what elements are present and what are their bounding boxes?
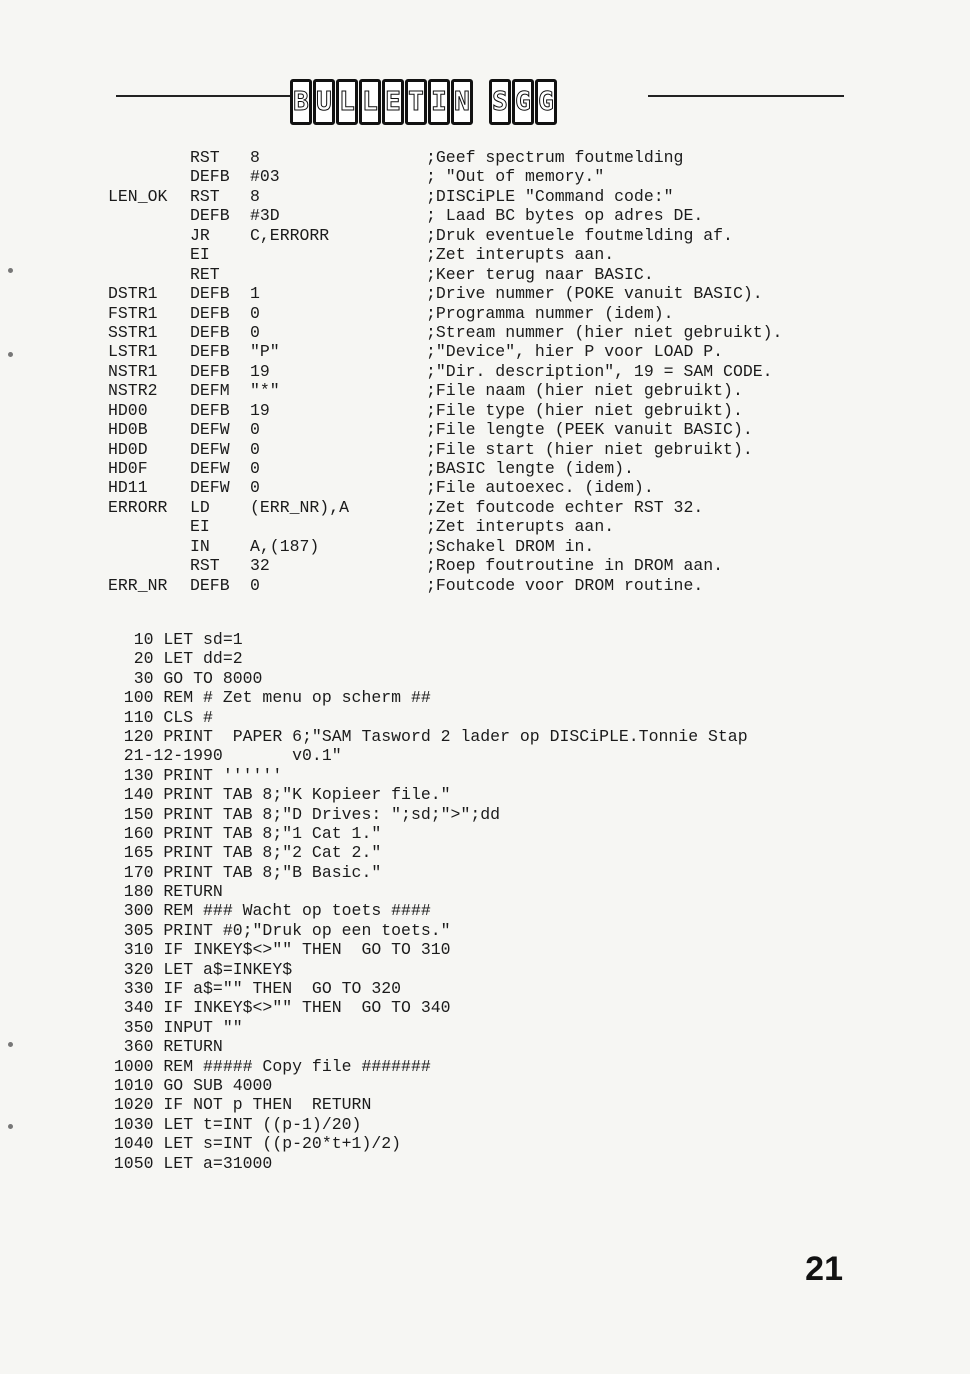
asm-comment: ;Geef spectrum foutmelding (426, 148, 684, 167)
asm-label: NSTR2 (108, 381, 158, 401)
asm-label: SSTR1 (108, 322, 158, 342)
assembly-line (108, 362, 782, 381)
basic-line: 170 PRINT TAB 8;"B Basic." (104, 862, 382, 882)
asm-op: JR (190, 225, 210, 245)
punch-hole (8, 1042, 13, 1047)
basic-line: 360 RETURN (104, 1037, 223, 1057)
asm-comment: ;File naam (hier niet gebruikt). (426, 381, 743, 401)
asm-op: EI (190, 245, 210, 265)
asm-comment: ;File lengte (PEEK vanuit BASIC). (426, 420, 753, 440)
asm-label: LSTR1 (108, 342, 158, 362)
asm-arg: 0 (250, 439, 260, 459)
asm-op: EI (190, 517, 210, 537)
asm-op: DEFB (190, 322, 230, 342)
asm-arg (250, 517, 426, 536)
basic-line: 160 PRINT TAB 8;"1 Cat 1." (104, 823, 382, 843)
asm-label (108, 556, 190, 575)
asm-op: DEFB (190, 575, 230, 595)
basic-line: 300 REM ### Wacht op toets #### (104, 901, 431, 921)
punch-hole (8, 352, 13, 357)
asm-comment: ;Drive nummer (POKE vanuit BASIC). (426, 284, 763, 304)
asm-comment: ;Keer terug naar BASIC. (426, 264, 654, 284)
assembly-line (108, 148, 782, 167)
asm-arg: #03 (250, 167, 280, 187)
assembly-line (108, 226, 782, 245)
basic-line: 340 IF INKEY$<>"" THEN GO TO 340 (104, 998, 451, 1018)
asm-label (108, 148, 190, 167)
asm-comment: ;File autoexec. (idem). (426, 478, 654, 498)
asm-comment: ;"Device", hier P voor LOAD P. (426, 342, 724, 362)
assembly-line (108, 381, 782, 400)
asm-arg: #3D (250, 206, 280, 226)
assembly-line (108, 420, 782, 439)
assembly-line (108, 459, 782, 478)
banner-letter: S (489, 79, 511, 125)
asm-arg: 0 (250, 420, 260, 440)
asm-op: RST (190, 148, 220, 167)
asm-comment: ;BASIC lengte (idem). (426, 459, 634, 478)
basic-line: 30 GO TO 8000 (104, 668, 263, 688)
asm-arg: C,ERRORR (250, 225, 330, 245)
asm-label (108, 245, 190, 264)
assembly-line (108, 576, 782, 595)
basic-line: 110 CLS # (104, 707, 213, 727)
asm-comment: ;DISCiPLE "Command code:" (426, 186, 674, 206)
basic-line: 140 PRINT TAB 8;"K Kopieer file." (104, 785, 451, 805)
asm-op: DEFB (190, 206, 230, 226)
asm-label (108, 537, 190, 556)
asm-comment: ;Zet foutcode echter RST 32. (426, 497, 704, 517)
basic-line: 310 IF INKEY$<>"" THEN GO TO 310 (104, 940, 451, 960)
banner-letter: T (405, 79, 427, 125)
asm-arg: 19 (250, 361, 270, 381)
assembly-line (108, 187, 782, 206)
assembly-line (108, 206, 782, 225)
basic-line: 350 INPUT "" (104, 1017, 243, 1037)
header-rule-left (116, 95, 290, 97)
asm-op: LD (190, 497, 210, 517)
asm-arg: 0 (250, 478, 260, 498)
assembly-line (108, 167, 782, 186)
asm-arg (250, 265, 426, 284)
asm-op: DEFB (190, 303, 230, 323)
asm-op: RST (190, 186, 220, 206)
asm-op: IN (190, 536, 210, 556)
asm-label: HD0B (108, 420, 148, 440)
asm-label (108, 167, 190, 186)
banner-letter: N (451, 79, 473, 125)
asm-label: FSTR1 (108, 303, 158, 323)
asm-comment: ;File start (hier niet gebruikt). (426, 439, 753, 459)
basic-line: 1050 LET a=31000 (104, 1153, 273, 1173)
basic-line: 1010 GO SUB 4000 (104, 1075, 273, 1095)
assembly-line (108, 401, 782, 420)
asm-label: LEN_OK (108, 186, 168, 206)
basic-line: 1030 LET t=INT ((p-1)/20) (104, 1114, 362, 1134)
asm-op: RST (190, 556, 220, 576)
basic-line: 180 RETURN (104, 882, 223, 902)
asm-arg: 8 (250, 186, 260, 206)
asm-op: DEFW (190, 439, 230, 459)
asm-op: DEFW (190, 459, 230, 478)
asm-comment: ; Laad BC bytes op adres DE. (426, 206, 704, 226)
asm-label: NSTR1 (108, 361, 158, 381)
asm-label: ERRORR (108, 497, 168, 517)
banner-letter: I (428, 79, 450, 125)
basic-line: 330 IF a$="" THEN GO TO 320 (104, 979, 402, 999)
asm-comment: ; "Out of memory." (426, 167, 605, 187)
asm-op: RET (190, 264, 220, 284)
asm-label: DSTR1 (108, 284, 158, 304)
basic-line: 1020 IF NOT p THEN RETURN (104, 1095, 372, 1115)
banner-letter: G (512, 79, 534, 125)
asm-op: DEFB (190, 400, 230, 420)
asm-arg: 0 (250, 322, 260, 342)
punch-hole (8, 1124, 13, 1129)
asm-arg (250, 245, 426, 264)
basic-line: 130 PRINT '''''' (104, 765, 283, 785)
basic-line: 1040 LET s=INT ((p-20*t+1)/2) (104, 1134, 402, 1154)
assembly-line (108, 265, 782, 284)
assembly-line (108, 440, 782, 459)
banner-letter: U (313, 79, 335, 125)
asm-comment: ;File type (hier niet gebruikt). (426, 400, 743, 420)
asm-label (108, 226, 190, 245)
asm-op: DEFB (190, 167, 230, 187)
basic-line: 20 LET dd=2 (104, 649, 243, 669)
assembly-line (108, 323, 782, 342)
assembly-line (108, 517, 782, 536)
asm-op: DEFB (190, 361, 230, 381)
assembly-line (108, 556, 782, 575)
assembly-line (108, 478, 782, 497)
basic-line: 165 PRINT TAB 8;"2 Cat 2." (104, 843, 382, 863)
asm-comment: ;"Dir. description", 19 = SAM CODE. (426, 361, 773, 381)
asm-comment: ;Foutcode voor DROM routine. (426, 575, 704, 595)
basic-line: 1000 REM ##### Copy file ####### (104, 1056, 431, 1076)
page-number: 21 (805, 1250, 843, 1288)
asm-arg: 1 (250, 284, 260, 304)
asm-op: DEFW (190, 420, 230, 440)
assembly-listing (108, 148, 782, 595)
bulletin-banner (290, 79, 557, 125)
banner-letter: L (359, 79, 381, 125)
asm-comment: ;Zet interupts aan. (426, 517, 615, 537)
asm-label: HD0F (108, 459, 148, 478)
asm-arg: "*" (250, 381, 280, 401)
banner-letter: G (535, 79, 557, 125)
header-rule-right (648, 95, 844, 97)
assembly-line (108, 245, 782, 264)
asm-comment: ;Programma nummer (idem). (426, 303, 674, 323)
assembly-line (108, 284, 782, 303)
basic-line: 21-12-1990 v0.1" (104, 746, 342, 766)
asm-label: ERR_NR (108, 575, 168, 595)
punch-hole (8, 268, 13, 273)
asm-arg: (ERR_NR),A (250, 497, 350, 517)
asm-op: DEFW (190, 478, 230, 498)
asm-comment: ;Stream nummer (hier niet gebruikt). (426, 322, 783, 342)
asm-label (108, 206, 190, 225)
basic-line: 150 PRINT TAB 8;"D Drives: ";sd;">";dd (104, 804, 501, 824)
basic-line: 10 LET sd=1 (104, 630, 243, 649)
asm-arg: 0 (250, 575, 260, 595)
asm-arg: A,(187) (250, 536, 320, 556)
asm-op: DEFB (190, 342, 230, 362)
basic-listing (104, 630, 748, 1173)
asm-label: HD00 (108, 400, 148, 420)
assembly-line (108, 342, 782, 361)
basic-line: 305 PRINT #0;"Druk op een toets." (104, 920, 451, 940)
assembly-line (108, 304, 782, 323)
basic-line: 100 REM # Zet menu op scherm ## (104, 688, 431, 708)
asm-arg: 0 (250, 303, 260, 323)
asm-arg: 8 (250, 148, 260, 167)
asm-label (108, 517, 190, 536)
banner-letter: E (382, 79, 404, 125)
asm-arg: 32 (250, 556, 270, 576)
asm-arg: 0 (250, 459, 260, 478)
asm-comment: ;Zet interupts aan. (426, 245, 615, 265)
assembly-line (108, 498, 782, 517)
asm-op: DEFM (190, 381, 230, 401)
asm-comment: ;Schakel DROM in. (426, 536, 595, 556)
asm-arg: 19 (250, 400, 270, 420)
assembly-line (108, 537, 782, 556)
asm-label (108, 265, 190, 284)
asm-label: HD11 (108, 478, 148, 498)
asm-comment: ;Druk eventuele foutmelding af. (426, 225, 733, 245)
asm-arg: "P" (250, 342, 280, 362)
basic-line: 320 LET a$=INKEY$ (104, 959, 293, 979)
asm-comment: ;Roep foutroutine in DROM aan. (426, 556, 724, 576)
banner-letter: B (290, 79, 312, 125)
asm-op: DEFB (190, 284, 230, 304)
asm-label: HD0D (108, 439, 148, 459)
banner-letter: L (336, 79, 358, 125)
basic-line: 120 PRINT PAPER 6;"SAM Tasword 2 lader op DISCiPLE.Tonnie Stap (104, 726, 748, 746)
